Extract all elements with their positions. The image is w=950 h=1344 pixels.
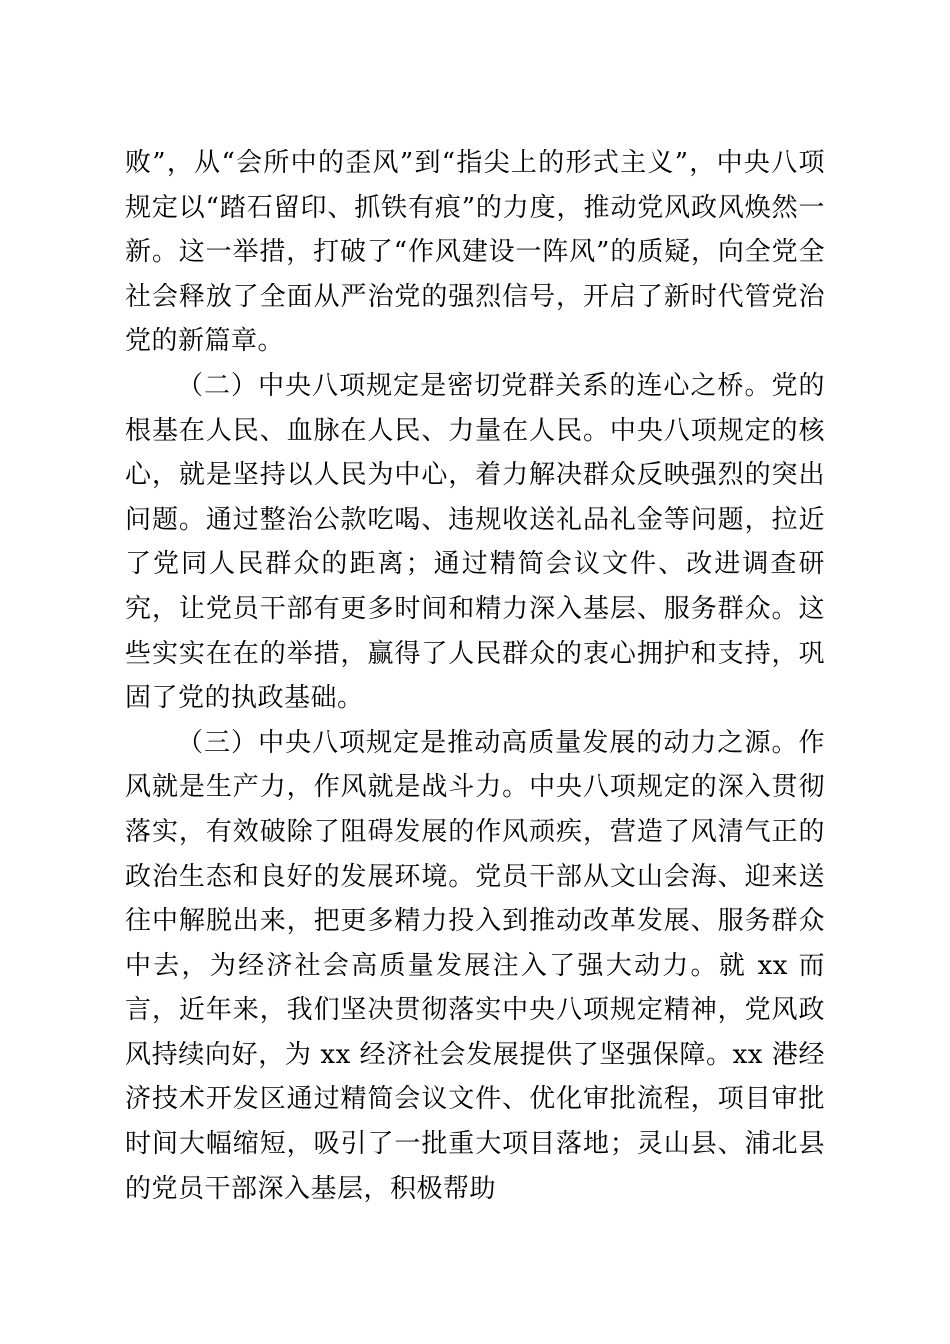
paragraph-section-3: （三）中央八项规定是推动高质量发展的动力之源。作风就是生产力，作风就是战斗力。中央八项规定的深入贯彻落实，有效破除了阻碍发展的作风顽疾，营造了风清气正的政治生态和良好的发展环境。党员干部从文山会海、迎来送往中解脱出来，把更多精力投入到推动改革发展、服务群众中去，为经济社会高质量发展注入了强大动力。就 xx 而言，近年来，我们坚决贯彻落实中央八项规定精神，党风政风持续向好，为 xx 经济社会发展提供了坚强保障。xx 港经济技术开发区通过精简会议文件、优化审批流程，项目审批时间大幅缩短，吸引了一批重大项目落地；灵山县、浦北县的党员干部深入基层，积极帮助 — [125, 727, 825, 1204]
paragraph-continuation: 败”，从“会所中的歪风”到“指尖上的形式主义”，中央八项规定以“踏石留印、抓铁有痕”的力度，推动党风政风焕然一新。这一举措，打破了“作风建设一阵风”的质疑，向全党全社会释放了全面从严治党的强烈信号，开启了新时代管党治党的新篇章。 — [125, 148, 825, 357]
paragraph-section-2: （二）中央八项规定是密切党群关系的连心之桥。党的根基在人民、血脉在人民、力量在人民。中央八项规定的核心，就是坚持以人民为中心，着力解决群众反映强烈的突出问题。通过整治公款吃喝、违规收送礼品礼金等问题，拉近了党同人民群众的距离；通过精简会议文件、改进调查研究，让党员干部有更多时间和精力深入基层、服务群众。这些实实在在的举措，赢得了人民群众的衷心拥护和支持，巩固了党的执政基础。 — [125, 370, 825, 714]
document-text-block — [125, 141, 825, 1211]
